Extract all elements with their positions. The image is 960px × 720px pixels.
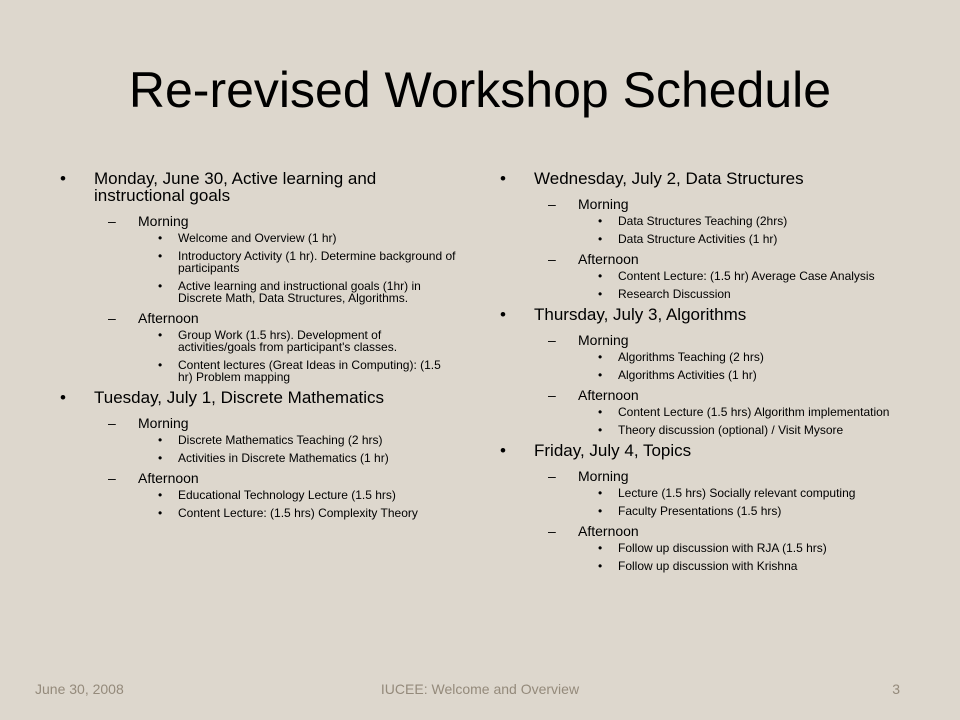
footer-page-number: 3 [892, 681, 900, 697]
schedule-item-text: Content Lecture: (1.5 hr) Average Case Analysis [618, 269, 875, 283]
bullet-icon: • [60, 388, 66, 407]
bullet-icon: • [500, 441, 506, 460]
bullet-icon: • [158, 358, 163, 372]
schedule-item [60, 329, 460, 353]
schedule-item-text: Educational Technology Lecture (1.5 hrs) [178, 488, 396, 502]
schedule-item-text: Research Discussion [618, 287, 731, 301]
bullet-icon: • [598, 405, 603, 419]
schedule-item-text: Lecture (1.5 hrs) Socially relevant computing [618, 486, 856, 500]
schedule-item-text: Group Work (1.5 hrs). Development of activities/goals from participant's classes. [178, 328, 398, 354]
bullet-icon: • [598, 504, 603, 518]
session-heading-text: Afternoon [138, 470, 199, 486]
footer-date: June 30, 2008 [35, 681, 124, 697]
schedule-item-text: Follow up discussion with RJA (1.5 hrs) [618, 541, 827, 555]
schedule-item [500, 424, 900, 436]
bullet-icon: • [500, 305, 506, 324]
day-heading-text: Friday, July 4, Topics [534, 441, 692, 460]
schedule-item [500, 369, 900, 381]
schedule-item [500, 215, 900, 227]
schedule-item-text: Algorithms Activities (1 hr) [618, 368, 757, 382]
session-heading [500, 251, 900, 267]
bullet-icon: • [158, 451, 163, 465]
dash-icon: – [548, 251, 556, 267]
session-heading-text: Morning [138, 213, 189, 229]
day-heading [500, 442, 900, 459]
session-heading [500, 387, 900, 403]
schedule-item [60, 452, 460, 464]
bullet-icon: • [598, 287, 603, 301]
session-heading [60, 470, 460, 486]
schedule-item [60, 489, 460, 501]
bullet-icon: • [598, 269, 603, 283]
dash-icon: – [108, 470, 116, 486]
schedule-item [60, 434, 460, 446]
session-heading-text: Afternoon [138, 310, 199, 326]
session-heading-text: Morning [138, 415, 189, 431]
bullet-icon: • [158, 279, 163, 293]
day-heading-text: Wednesday, July 2, Data Structures [534, 169, 804, 188]
bullet-icon: • [158, 488, 163, 502]
bullet-icon: • [158, 231, 163, 245]
bullet-icon: • [500, 169, 506, 188]
bullet-icon: • [598, 368, 603, 382]
schedule-item [500, 560, 900, 572]
dash-icon: – [108, 415, 116, 431]
dash-icon: – [548, 332, 556, 348]
schedule-item [500, 505, 900, 517]
schedule-item [500, 288, 900, 300]
bullet-icon: • [598, 559, 603, 573]
bullet-icon: • [158, 328, 163, 342]
day-heading-text: Tuesday, July 1, Discrete Mathematics [94, 388, 385, 407]
schedule-item-text: Data Structure Activities (1 hr) [618, 232, 778, 246]
session-heading [500, 468, 900, 484]
schedule-item [60, 280, 460, 304]
bullet-icon: • [598, 214, 603, 228]
day-heading-text: Thursday, July 3, Algorithms [534, 305, 747, 324]
schedule-item-text: Content Lecture: (1.5 hrs) Complexity Theory [178, 506, 418, 520]
schedule-item [500, 351, 900, 363]
session-heading [500, 523, 900, 539]
session-heading-text: Afternoon [578, 251, 639, 267]
schedule-item-text: Introductory Activity (1 hr). Determine background of participants [178, 249, 456, 275]
slide-title: Re-revised Workshop Schedule [128, 62, 832, 118]
session-heading [500, 332, 900, 348]
schedule-item-text: Activities in Discrete Mathematics (1 hr) [178, 451, 389, 465]
session-heading-text: Morning [578, 468, 629, 484]
schedule-item-text: Welcome and Overview (1 hr) [178, 231, 337, 245]
schedule-item [60, 359, 460, 383]
day-heading [60, 170, 460, 204]
session-heading-text: Morning [578, 196, 629, 212]
dash-icon: – [548, 196, 556, 212]
schedule-item-text: Theory discussion (optional) / Visit Mysore [618, 423, 844, 437]
session-heading [500, 196, 900, 212]
bullet-icon: • [598, 423, 603, 437]
bullet-icon: • [598, 541, 603, 555]
bullet-icon: • [158, 433, 163, 447]
schedule-item [60, 232, 460, 244]
schedule-item [60, 507, 460, 519]
right-column [500, 170, 900, 578]
schedule-item [500, 233, 900, 245]
dash-icon: – [548, 523, 556, 539]
session-heading-text: Afternoon [578, 387, 639, 403]
session-heading-text: Morning [578, 332, 629, 348]
day-heading-text: Monday, June 30, Active learning and instructional goals [94, 169, 377, 205]
footer-title: IUCEE: Welcome and Overview [380, 681, 580, 697]
schedule-item-text: Data Structures Teaching (2hrs) [618, 214, 788, 228]
schedule-item-text: Algorithms Teaching (2 hrs) [618, 350, 764, 364]
schedule-item [500, 406, 900, 418]
day-heading [500, 170, 900, 187]
schedule-item [60, 250, 460, 274]
schedule-item-text: Faculty Presentations (1.5 hrs) [618, 504, 782, 518]
schedule-item [500, 487, 900, 499]
session-heading [60, 213, 460, 229]
dash-icon: – [108, 310, 116, 326]
dash-icon: – [548, 468, 556, 484]
dash-icon: – [548, 387, 556, 403]
bullet-icon: • [598, 350, 603, 364]
bullet-icon: • [60, 169, 66, 188]
schedule-item-text: Content Lecture (1.5 hrs) Algorithm implementation [618, 405, 890, 419]
schedule-item [500, 542, 900, 554]
bullet-icon: • [598, 232, 603, 246]
day-heading [60, 389, 460, 406]
schedule-item-text: Follow up discussion with Krishna [618, 559, 798, 573]
left-column [60, 170, 460, 525]
session-heading [60, 310, 460, 326]
day-heading [500, 306, 900, 323]
bullet-icon: • [158, 249, 163, 263]
schedule-item [500, 270, 900, 282]
schedule-item-text: Discrete Mathematics Teaching (2 hrs) [178, 433, 383, 447]
bullet-icon: • [598, 486, 603, 500]
schedule-item-text: Active learning and instructional goals (1hr) in Discrete Math, Data Structures, Algorithms. [178, 279, 421, 305]
session-heading [60, 415, 460, 431]
schedule-item-text: Content lectures (Great Ideas in Computing): (1.5 hr) Problem mapping [178, 358, 441, 384]
dash-icon: – [108, 213, 116, 229]
bullet-icon: • [158, 506, 163, 520]
session-heading-text: Afternoon [578, 523, 639, 539]
